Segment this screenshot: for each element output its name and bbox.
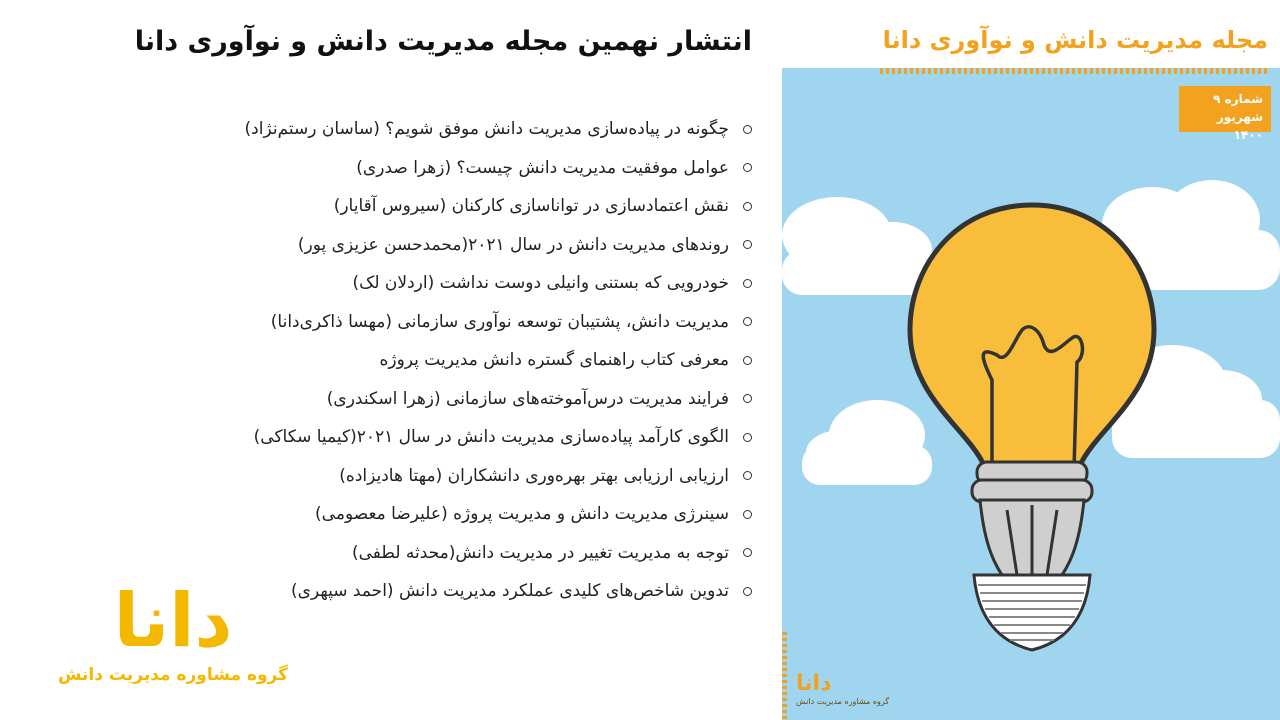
article-title: سینرژی مدیریت دانش و مدیریت پروژه (علیرضا معصومی) [315, 504, 729, 525]
article-title: توجه به مدیریت تغییر در مدیریت دانش(محدثه لطفی) [352, 542, 729, 563]
bulb-base [972, 462, 1092, 575]
list-item [112, 303, 752, 342]
article-title: ارزیابی ارزیابی بهتر بهره‌وری دانشکاران (مهتا هادیزاده) [339, 465, 729, 486]
cloud-left-bottom [802, 400, 932, 485]
article-list [112, 110, 752, 611]
article-title: مدیریت دانش، پشتیبان توسعه نوآوری سازمانی (مهسا ذاکری‌دانا) [270, 311, 729, 332]
list-item [112, 110, 752, 149]
vertical-dashed-line [782, 632, 787, 720]
bullet-icon [743, 433, 752, 442]
list-item [112, 226, 752, 265]
issue-number: شماره ۹ [1213, 92, 1263, 106]
list-item [112, 341, 752, 380]
bullet-icon [743, 125, 752, 134]
bulb-cap [974, 575, 1090, 650]
cover-logo [796, 672, 889, 708]
cover-title: مجله مدیریت دانش و نوآوری دانا [882, 26, 1268, 54]
logo-subtitle: گروه مشاوره مدیریت دانش [58, 665, 289, 685]
article-title: عوامل موفقیت مدیریت دانش چیست؟ (زهرا صدری) [356, 157, 729, 178]
bullet-icon [743, 587, 752, 596]
list-item [112, 495, 752, 534]
issue-date: شهریور ۱۴۰۰ [1216, 110, 1263, 142]
article-title: فرایند مدیریت درس‌آموخته‌های سازمانی (زهرا اسکندری) [326, 388, 729, 409]
bullet-icon [743, 394, 752, 403]
list-item [112, 149, 752, 188]
cover-logo-wordmark: دانا [796, 671, 832, 696]
article-title: معرفی کتاب راهنمای گستره دانش مدیریت پروژه [379, 350, 729, 371]
bullet-icon [743, 548, 752, 557]
article-title: خودرویی که بستنی وانیلی دوست نداشت (اردلان لک) [352, 273, 729, 294]
list-item [112, 418, 752, 457]
bullet-icon [743, 279, 752, 288]
list-item [112, 534, 752, 573]
bullet-icon [743, 471, 752, 480]
bullet-icon [743, 163, 752, 172]
list-item [112, 380, 752, 419]
bullet-icon [743, 240, 752, 249]
cover-logo-subtitle: گروه مشاوره مدیریت دانش [796, 697, 890, 706]
lightbulb-illustration [782, 0, 1280, 720]
logo-wordmark: دانا [113, 578, 233, 664]
article-title: چگونه در پیاده‌سازی مدیریت دانش موفق شویم؟ (ساسان رستم‌نژاد) [244, 119, 729, 140]
bullet-icon [743, 356, 752, 365]
list-item [112, 264, 752, 303]
bullet-icon [743, 317, 752, 326]
bullet-icon [743, 202, 752, 211]
list-item [112, 187, 752, 226]
article-title: تدوین شاخص‌های کلیدی عملکرد مدیریت دانش (احمد سپهری) [291, 581, 729, 602]
magazine-cover [782, 0, 1280, 720]
dana-logo [58, 578, 289, 687]
article-title: نقش اعتمادسازی در توانا‌سازی کارکنان (سیروس آقایار) [333, 196, 729, 217]
page-title: انتشار نهمین مجله مدیریت دانش و نوآوری دانا [134, 26, 752, 57]
list-item [112, 457, 752, 496]
article-title: الگوی کارآمد پیاده‌سازی مدیریت دانش در سال ۲۰۲۱(کیمیا سکاکی) [253, 427, 729, 448]
article-title: روندهای مدیریت دانش در سال ۲۰۲۱(محمدحسن عزیزی پور) [297, 234, 729, 255]
bullet-icon [743, 510, 752, 519]
